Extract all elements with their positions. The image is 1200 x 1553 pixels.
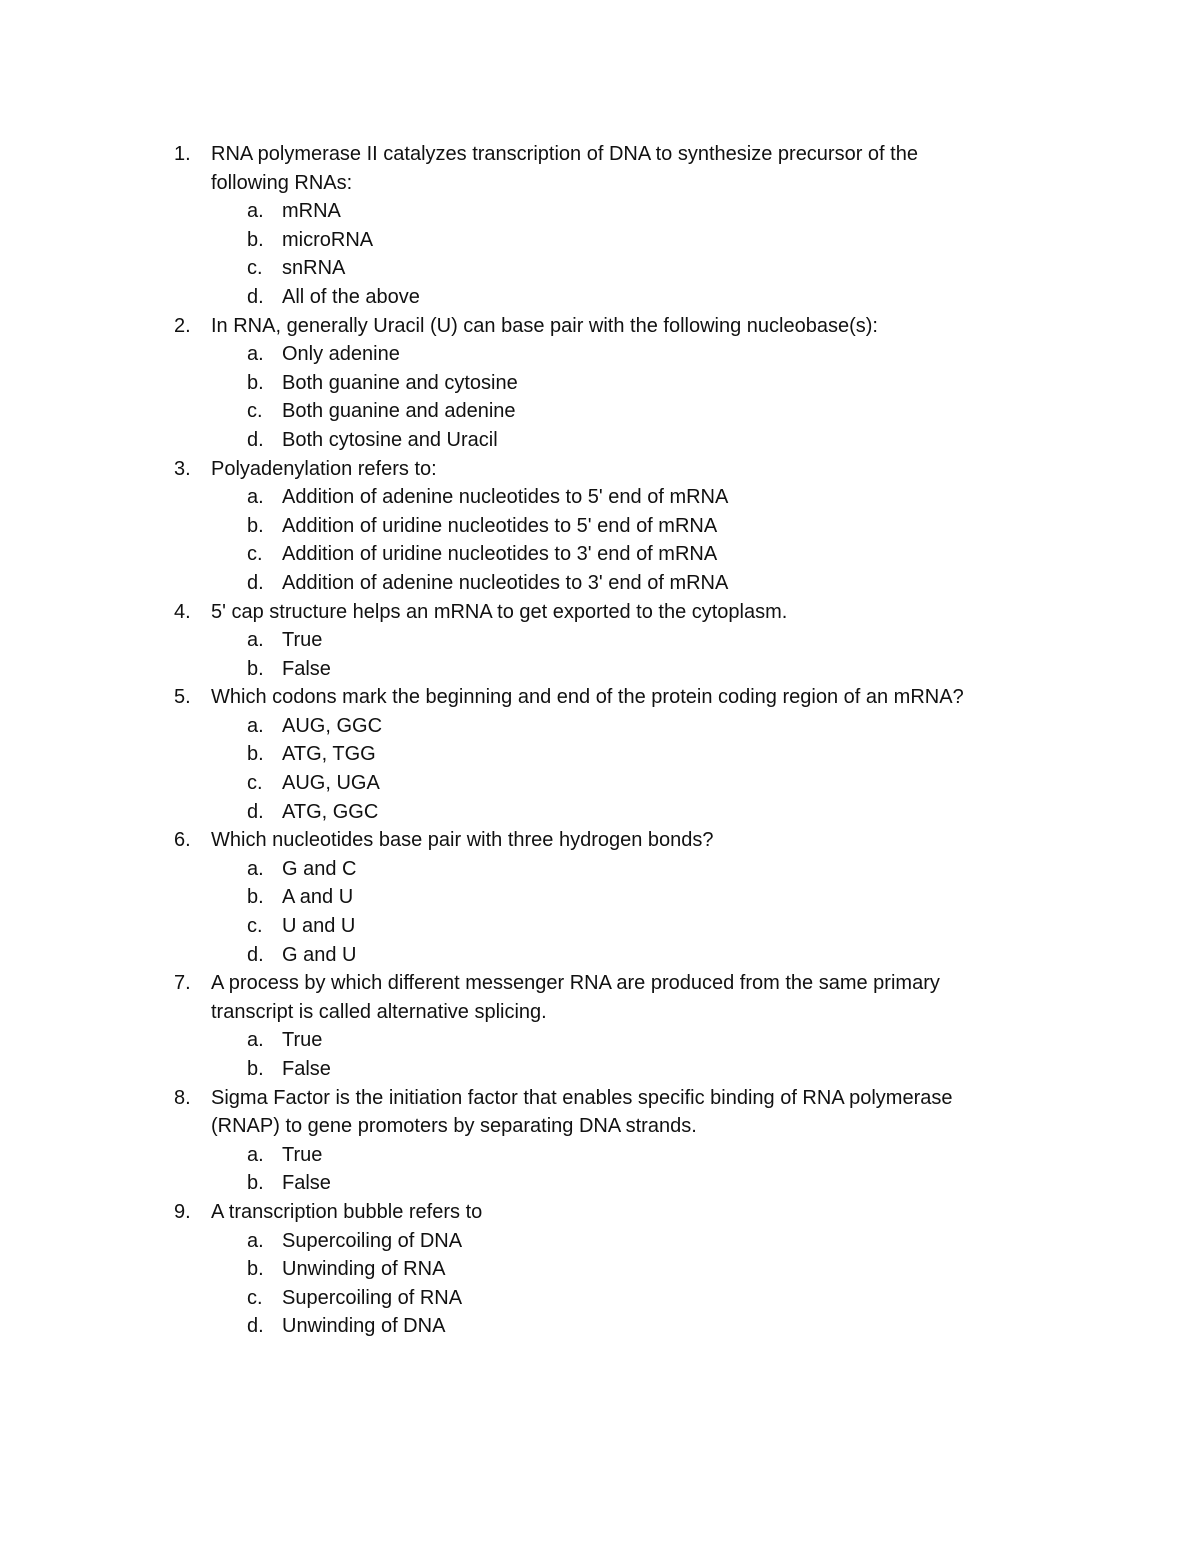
option-text: Both guanine and cytosine [282,371,518,394]
answer-option [0,912,1200,941]
answer-option [0,883,1200,912]
answer-option [0,512,1200,541]
option-letter: b. [247,514,264,537]
question-number: 4. [174,600,191,623]
question-text: Sigma Factor is the initiation factor that enables specific binding of RNA polymerase [211,1086,953,1109]
answer-option [0,369,1200,398]
question-line [0,1084,1200,1113]
answer-option [0,712,1200,741]
option-text: Addition of uridine nucleotides to 3' end of mRNA [282,543,718,566]
question-line [0,455,1200,484]
option-letter: c. [247,257,263,280]
question-number: 1. [174,143,191,165]
option-letter: d. [247,1315,264,1338]
answer-option [0,483,1200,512]
option-text: True [282,1143,323,1166]
question-number: 7. [174,972,191,995]
option-letter: a. [247,200,264,223]
question-text: Polyadenylation refers to: [211,457,437,480]
question-line [0,140,1200,169]
answer-option [0,540,1200,569]
option-text: snRNA [282,257,346,280]
answer-option [0,769,1200,798]
answer-option [0,283,1200,312]
option-text: mRNA [282,200,341,223]
option-letter: d. [247,571,264,594]
option-letter: d. [247,428,264,451]
option-text: ATG, TGG [282,743,376,766]
question-number: 5. [174,686,191,709]
question-text: A process by which different messenger RNA are produced from the same primary [211,972,940,995]
question-number: 3. [174,457,191,480]
option-letter: b. [247,1172,264,1195]
option-text: False [282,657,331,680]
option-text: A and U [282,886,354,909]
question-5 [0,683,1200,826]
option-letter: c. [247,1286,263,1309]
option-text: Unwinding of RNA [282,1258,446,1281]
option-letter: a. [247,1229,264,1252]
option-text: microRNA [282,228,374,251]
answer-option [0,1055,1200,1084]
answer-option [0,1169,1200,1198]
option-text: Only adenine [282,343,400,366]
option-letter: a. [247,1029,264,1052]
answer-option [0,254,1200,283]
option-text: Unwinding of DNA [282,1315,446,1338]
answer-option [0,798,1200,827]
question-1 [0,140,1200,312]
answer-option [0,1312,1200,1341]
option-text: Both cytosine and Uracil [282,428,498,451]
answer-option [0,340,1200,369]
question-text: 5' cap structure helps an mRNA to get exported to the cytoplasm. [211,600,788,623]
option-text: U and U [282,915,356,938]
question-text: RNA polymerase II catalyzes transcription of DNA to synthesize precursor of the [211,143,918,165]
question-line [0,826,1200,855]
option-letter: a. [247,486,264,509]
question-text: In RNA, generally Uracil (U) can base pair with the following nucleobase(s): [211,314,878,337]
question-4 [0,598,1200,684]
answer-option [0,426,1200,455]
option-text: Supercoiling of RNA [282,1286,463,1309]
option-text: False [282,1172,331,1195]
answer-option [0,569,1200,598]
quiz-document [0,140,1200,1341]
option-text: True [282,1029,323,1052]
option-text: AUG, GGC [282,714,383,737]
answer-option [0,1284,1200,1313]
option-letter: d. [247,285,264,308]
answer-option [0,226,1200,255]
question-3 [0,455,1200,598]
question-9 [0,1198,1200,1341]
option-text: False [282,1058,331,1080]
option-letter: d. [247,800,264,823]
option-text: G and C [282,857,357,880]
question-7 [0,969,1200,1083]
option-text: Addition of uridine nucleotides to 5' end of mRNA [282,514,718,537]
option-letter: b. [247,657,264,680]
answer-option [0,397,1200,426]
answer-option [0,626,1200,655]
question-text: Which codons mark the beginning and end of the protein coding region of an mRNA? [211,686,964,709]
answer-option [0,1141,1200,1170]
option-letter: b. [247,1258,264,1281]
question-line [0,683,1200,712]
question-2 [0,312,1200,455]
option-letter: a. [247,714,264,737]
option-letter: a. [247,343,264,366]
option-letter: a. [247,1143,264,1166]
question-text: Which nucleotides base pair with three hydrogen bonds? [211,829,714,852]
option-letter: b. [247,886,264,909]
option-letter: b. [247,228,264,251]
question-line [0,598,1200,627]
option-text: True [282,629,323,652]
option-text: Both guanine and adenine [282,400,516,423]
question-number: 9. [174,1200,191,1223]
option-text: All of the above [282,285,420,308]
option-letter: c. [247,543,263,566]
answer-option [0,1227,1200,1256]
question-line [0,969,1200,998]
option-text: G and U [282,943,357,966]
question-number: 2. [174,314,191,337]
answer-option [0,1026,1200,1055]
option-text: AUG, UGA [282,772,380,795]
question-line [0,998,1200,1027]
option-letter: d. [247,943,264,966]
answer-option [0,197,1200,226]
question-text: (RNAP) to gene promoters by separating DNA strands. [211,1115,697,1138]
option-text: Addition of adenine nucleotides to 3' end of mRNA [282,571,729,594]
option-text: ATG, GGC [282,800,379,823]
option-letter: c. [247,400,263,423]
answer-option [0,1255,1200,1284]
answer-option [0,855,1200,884]
option-text: Supercoiling of DNA [282,1229,463,1252]
option-letter: b. [247,743,264,766]
answer-option [0,941,1200,970]
question-text: following RNAs: [211,171,353,194]
option-text: Addition of adenine nucleotides to 5' end of mRNA [282,486,729,509]
option-letter: b. [247,1058,264,1080]
question-line [0,1198,1200,1227]
option-letter: a. [247,629,264,652]
question-line [0,1112,1200,1141]
option-letter: c. [247,915,263,938]
answer-option [0,740,1200,769]
question-8 [0,1084,1200,1198]
question-number: 6. [174,829,191,852]
option-letter: b. [247,371,264,394]
question-text: A transcription bubble refers to [211,1200,483,1223]
question-line [0,312,1200,341]
question-number: 8. [174,1086,191,1109]
question-text: transcript is called alternative splicing. [211,1000,547,1023]
question-line [0,169,1200,198]
answer-option [0,655,1200,684]
question-6 [0,826,1200,969]
option-letter: c. [247,772,263,795]
option-letter: a. [247,857,264,880]
